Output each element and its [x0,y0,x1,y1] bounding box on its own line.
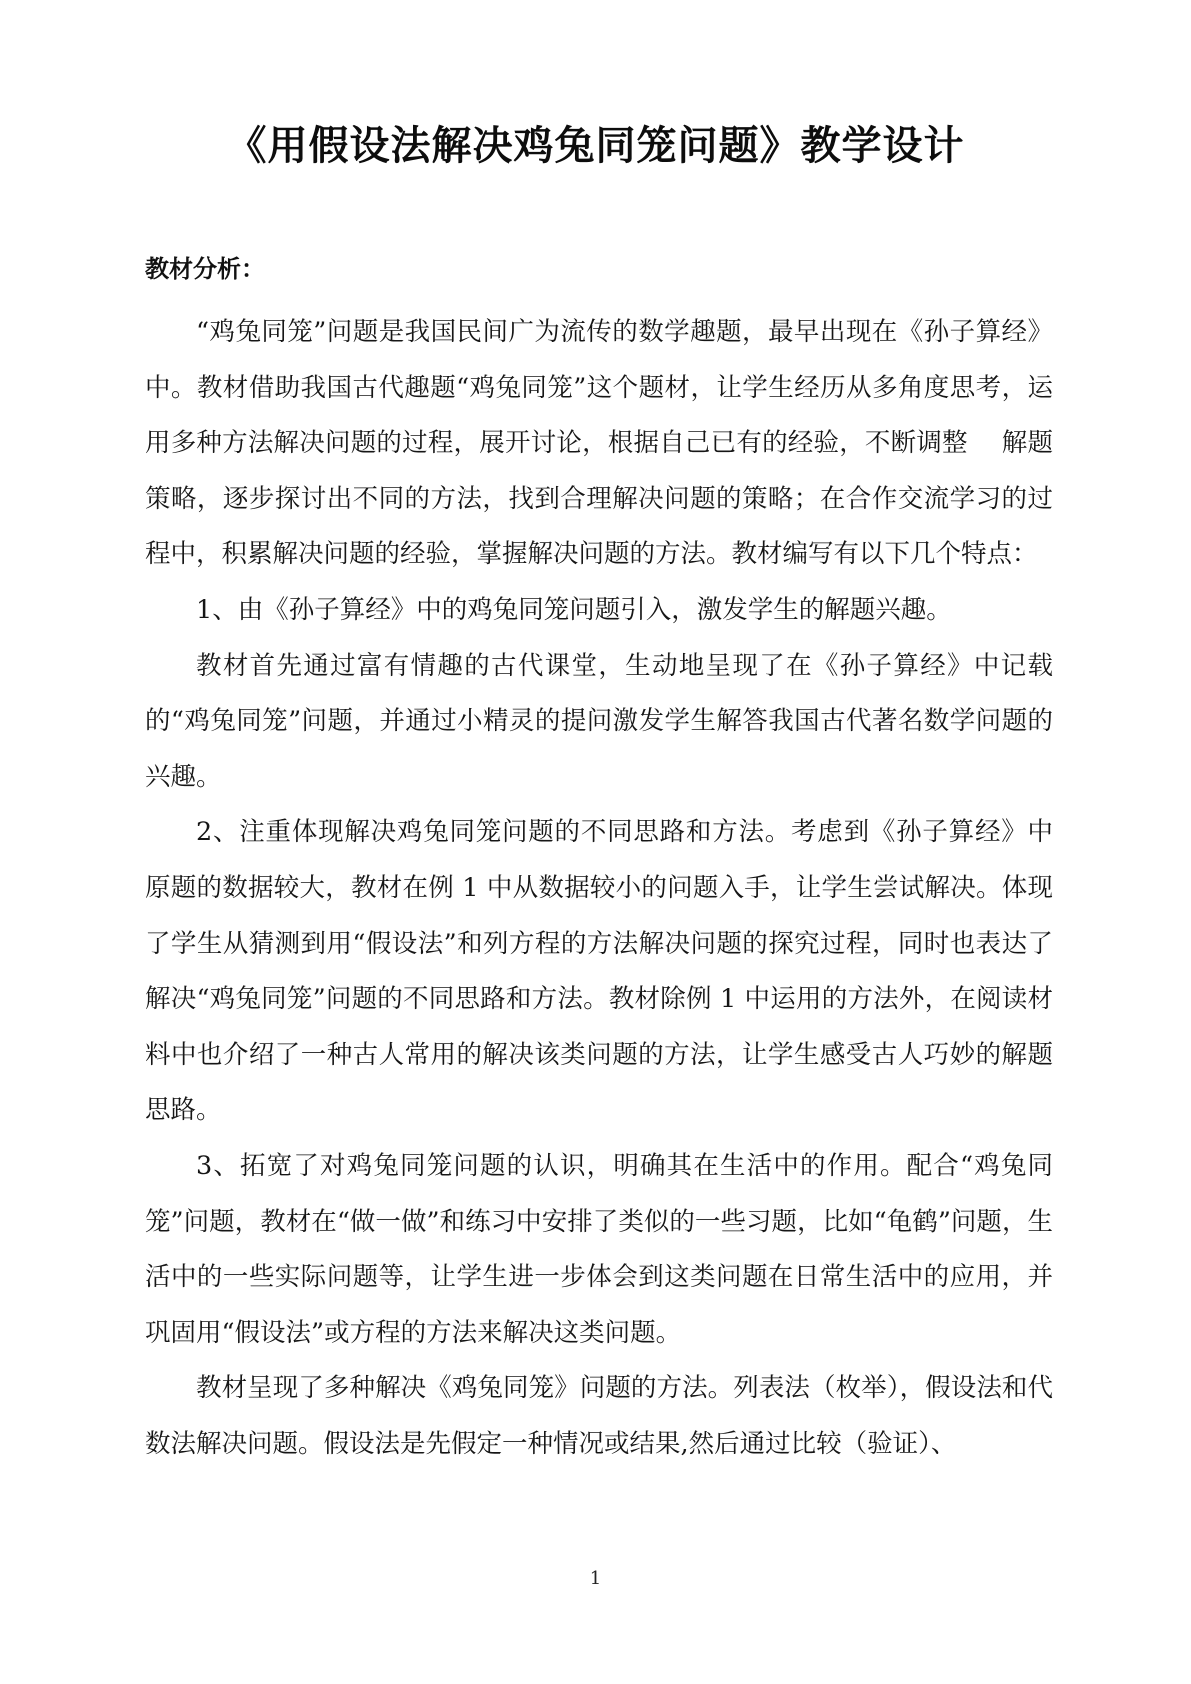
paragraph-feature-1-detail: 教材首先通过富有情趣的古代课堂，生动地呈现了在《孙子算经》中记载的“鸡兔同笼”问题，并通过小精灵的提问激发学生解答我国古代著名数学问题的兴趣。 [145,650,1053,792]
document-title: 《用假设法解决鸡兔同笼问题》教学设计 [226,123,965,169]
paragraph-feature-3: 3、拓宽了对鸡兔同笼问题的认识，明确其在生活中的作用。配合“鸡兔同笼”问题，教材在“做一做”和练习中安排了类似的一些习题，比如“龟鹤”问题，生活中的一些实际问题等，让学生进一步体会到这类问题在日常生活中的应用，并巩固用“假设法”或方程的方法来解决这类问题。 [145,1150,1053,1348]
page-number: 1 [589,1568,602,1589]
paragraph-feature-1: 1、由《孙子算经》中的鸡兔同笼问题引入，激发学生的解题兴趣。 [196,594,952,625]
paragraph-feature-2: 2、注重体现解决鸡兔同笼问题的不同思路和方法。考虑到《孙子算经》中原题的数据较大，教材在例 1 中从数据较小的问题入手，让学生尝试解决。体现了学生从猜测到用“假设法”和列方程的方法解决问题的探究过程，同时也表达了解决“鸡兔同笼”问题的不同思路和方法。教材除例 1 中运用的方法外，在阅读材料中也介绍了一种古人常用的解决该类问题的方法，让学生感受古人巧妙的解题思路。 [145,817,1053,1126]
paragraph-intro: “鸡兔同笼”问题是我国民间广为流传的数学趣题，最早出现在《孙子算经》中。教材借助我国古代趣题“鸡兔同笼”这个题材，让学生经历从多角度思考，运用多种方法解决问题的过程，展开讨论，根据自己已有的经验，不断调整 解题策略，逐步探讨出不同的方法，找到合理解决问题的策略；在合作交流学习的过程中，积累解决问题的经验，掌握解决问题的方法。教材编写有以下几个特点： [145,317,1053,570]
section-heading: 教材分析： [145,255,265,283]
body-text [145,305,1053,1472]
paragraph-methods: 教材呈现了多种解决《鸡兔同笼》问题的方法。列表法（枚举），假设法和代数法解决问题。假设法是先假定一种情况或结果,然后通过比较（验证）、 [145,1373,1053,1459]
